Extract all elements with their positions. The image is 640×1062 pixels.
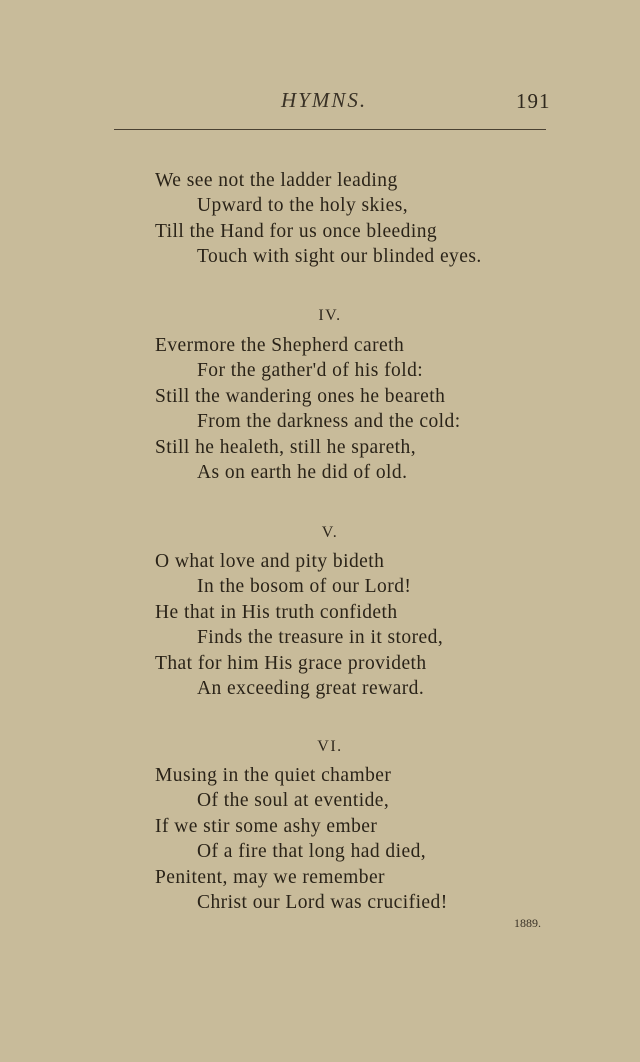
verse-line: As on earth he did of old. (197, 461, 408, 483)
verse-line: Musing in the quiet chamber (155, 765, 392, 786)
stanza-4 (155, 333, 575, 485)
verse-line: If we stir some ashy ember (155, 815, 378, 837)
page-number: 191 (516, 89, 551, 113)
stanza-3 (155, 168, 575, 270)
verse-line: Evermore the Shepherd careth (155, 335, 405, 356)
verse-line: Of a fire that long had died, (197, 841, 427, 863)
stanza-numeral-iv: IV. (318, 307, 342, 324)
running-title: HYMNS. (281, 88, 368, 112)
verse-line: Touch with sight our blinded eyes. (197, 246, 482, 268)
verse-line: Finds the treasure in it stored, (197, 627, 444, 649)
verse-line: From the darkness and the cold: (197, 411, 461, 433)
verse-line: That for him His grace provideth (155, 652, 427, 674)
running-head (0, 88, 640, 118)
verse-line: Upward to the holy skies, (197, 195, 409, 217)
verse-line: We see not the ladder leading (155, 170, 398, 191)
verse-line: For the gather'd of his fold: (197, 360, 424, 382)
stanza-6 (155, 763, 575, 915)
header-rule (114, 129, 546, 130)
verse-line: Still the wandering ones he beareth (155, 385, 446, 407)
verse-line: In the bosom of our Lord! (197, 576, 412, 598)
verse-line: O what love and pity bideth (155, 551, 385, 572)
verse-line: Of the soul at eventide, (197, 790, 390, 812)
verse-line: Still he healeth, still he spareth, (155, 436, 417, 458)
verse-line: Christ our Lord was crucified! (197, 891, 448, 913)
verse-line: He that in His truth confideth (155, 601, 398, 623)
verse-line: An exceeding great reward. (197, 677, 425, 699)
verse-line: Penitent, may we remember (155, 866, 386, 888)
stanza-numeral-vi: VI. (317, 738, 343, 755)
composition-date: 1889. (514, 916, 541, 930)
verse-line: Till the Hand for us once bleeding (155, 220, 438, 242)
stanza-5 (155, 549, 575, 701)
stanza-numeral-v: V. (321, 524, 339, 541)
